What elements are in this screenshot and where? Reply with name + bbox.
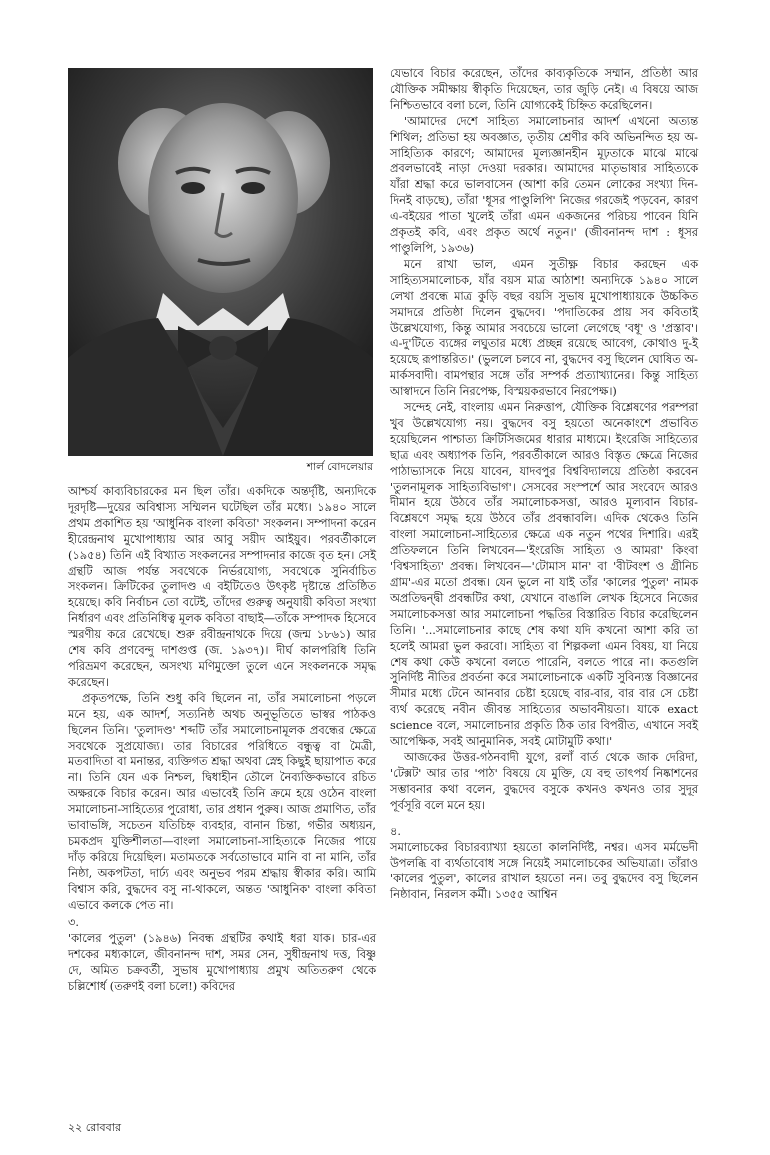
section-number: ৩. bbox=[68, 916, 79, 930]
left-column bbox=[68, 484, 376, 995]
paragraph: আশ্চর্য কাব্যবিচারকের মন ছিল তাঁর। একদিকে অন্তর্দৃষ্টি, অন্যদিকে দূরদৃষ্টি—দুয়ের অবিশ্বাস্য সম্মিলন ঘটেছিল তাঁর মধ্যে। ১৯৪০ সালে প্রথম প্রকাশিত হয় 'আধুনিক বাংলা কবিতা' সংকলন। সম্পাদনা করেন হীরেন্দ্রনাথ মুখোপাধ্যায় আর আবু সয়ীদ আইয়ুব। পরবর্তীকালে (১৯৫৪) তিনি এই বিখ্যাত সংকলনের সম্পাদনার কাজে বৃত হন। সেই গ্রন্থটি আজ পর্যন্ত সবথেকে নির্ভরযোগ্য, সবথেকে সুনির্বাচিত সংকলন। ক্রিটিকের তুলাদণ্ড এ বইটিতেও উৎকৃষ্ট দৃষ্টান্তে প্রতিষ্ঠিত হয়েছে। কবি নির্বাচন তো বটেই, তাঁদের গুরুত্ব অনুযায়ী কবিতা সংখ্যা নির্ধারণ এবং প্রতিনিধিত্ব মূলক কবিতা বাছাই—তাঁকে সম্পাদক হিসেবে স্মরণীয় করে রেখেছে। শুরু রবীন্দ্রনাথকে দিয়ে (জন্ম ১৮৬১) আর শেষ কবি প্রণবেন্দু দাশগুপ্ত (জ. ১৯৩৭)। দীর্ঘ কালপরিধি তিনি পরিভ্রমণ করেছেন, অসংখ্য মণিমুক্তো তুলে এনে সংকলনকে সমৃদ্ধ করেছেন। bbox=[68, 485, 376, 689]
photo-caption: শার্ল বোদলেয়ার bbox=[306, 461, 373, 473]
section-number: ৪. bbox=[390, 824, 401, 838]
paragraph: সমালোচকের বিচারব্যাখ্যা হয়তো কালনির্দিষ্ট, নশ্বর। এসব মর্মভেদী উপলব্ধি বা ব্যর্থতাবোধ সঙ্গে নিয়েই সমালোচকের অভিযাত্রা। তাঁরাও 'কালের পুতুল', কালের রাখাল হয়তো নন। তবু বুদ্ধদেব বসু ছিলেন নিষ্ঠাবান, নিরলস কর্মী। ১৩৫৫ আশ্বিন bbox=[390, 840, 698, 902]
paragraph: আজকের উত্তর-গঠনবাদী যুগে, রলাঁ বার্ত থেকে জাক দেরিদা, 'টেক্সট' আর তার 'পাঠ' বিষয়ে যে মুক্তি, যে বহু তাৎপর্য নিষ্কাশনের সম্ভাবনার কথা বলেন, বুদ্ধদেব বসুকে কখনও কখনও তার সুদূর পূর্বসূরি বলে মনে হয়। bbox=[390, 750, 698, 812]
paragraph: মনে রাখা ভাল, এমন সুতীক্ষ্ণ বিচার করছেন এক সাহিত্যসমালোচক, যাঁর বয়স মাত্র আঠাশ! অন্যদিকে ১৯৪০ সালে লেখা প্রবন্ধে মাত্র কুড়ি বছর বয়সি সুভাষ মুখোপাধ্যায়কে উচ্চকিত সমাদরে প্রতিষ্ঠা দিলেন বুদ্ধদেব। 'পদাতিকের প্রায় সব কবিতাই উল্লেখযোগ্য, কিন্তু আমার সবচেয়ে ভালো লেগেছে 'বধূ' ও 'প্রস্তাব'। এ-দু'টিতে ব্যঙ্গের লঘুতার মধ্যে প্রচ্ছন্ন রয়েছে আবেগ, কোথাও দু-ই হয়েছে রূপান্তরিত।' (ভুললে চলবে না, বুদ্ধদেব বসু ছিলেন ঘোষিত অ-মার্কসবাদী। বামপন্থার সঙ্গে তাঁর সম্পর্ক প্রত্যাখ্যানের। কিন্তু সাহিত্য আস্বাদনে তিনি নিরপেক্ষ, বিস্ময়করভাবে নিরপেক্ষ।) bbox=[390, 257, 698, 399]
page-footer: ২২ রোববার bbox=[68, 1121, 121, 1134]
paragraph: 'কালের পুতুল' (১৯৪৬) নিবন্ধ গ্রন্থটির কথাই ধরা যাক। চার-এর দশকের মধ্যকালে, জীবনানন্দ দাশ, সমর সেন, সুধীন্দ্রনাথ দত্ত, বিষ্ণু দে, অমিত চক্রবর্তী, সুভাষ মুখোপাধ্যায় প্রমুখ অতিতরুণ থেকে চল্লিশোর্ধ (তরুণই বলা চলে!) কবিদের bbox=[68, 932, 376, 994]
portrait-illustration bbox=[68, 68, 373, 456]
right-column bbox=[390, 66, 698, 903]
paragraph: প্রকৃতপক্ষে, তিনি শুধু কবি ছিলেন না, তাঁর সমালোচনা পড়লে মনে হয়, এক আদর্শ, সত্যনিষ্ঠ অথচ অনুভূতিতে ভাস্বর পাঠকও ছিলেন তিনি। 'তুলাদণ্ড' শব্দটি তাঁর সমালোচনামূলক প্রবন্ধের ক্ষেত্রে সবথেকে সুপ্রযোজ্য। তার বিচারের পরিধিতে বন্ধুত্ব বা মৈত্রী, মতবাদিতা বা মনান্তর, ব্যক্তিগত শ্রদ্ধা অথবা স্নেহ কিছুই ছায়াপাত করে না। তিনি যেন এক নিশ্চল, দ্বিধাহীন তৌলে নৈব্যক্তিকভাবে রচিত অক্ষরকে বিচার করেন। আর এভাবেই তিনি ক্রমে হয়ে ওঠেন বাংলা সমালোচনা-সাহিত্যের পুরোধা, তার প্রধান পুরুষ। আজ প্রমাণিত, তাঁর ভাবাভঙ্গি, সচেতন যতিচিহ্ন ব্যবহার, বানান চিন্তা, গভীর অধ্যয়ন, চমকপ্রদ যুক্তিশীলতা—বাংলা সমালোচনা-সাহিত্যকে নিজের পায়ে দাঁড় করিয়ে দিয়েছিল। মতামতকে সর্বতোভাবে মানি বা না মানি, তাঁর নিষ্ঠা, অকপটতা, দার্ঢ্য এবং অনুভব পরম শ্রদ্ধায় স্বীকার করি। আমি বিশ্বাস করি, বুদ্ধদেব বসু না-থাকলে, অন্তত 'আধুনিক' বাংলা কবিতা এভাবে কলকে পেত না। bbox=[68, 691, 376, 912]
quote-paragraph: 'আমাদের দেশে সাহিত্য সমালোচনার আদর্শ এখনো অত্যন্ত শিথিল; প্রতিভা হয় অবজ্ঞাত, তৃতীয় শ্রেণীর কবি অভিনন্দিত হয় অ-সাহিত্যিক কারণে; আমাদের মূল্যজ্ঞানহীন মূঢ়তাকে মাঝে মাঝে প্রবলভাবেই নাড়া দেওয়া দরকার। আমাদের মাতৃভাষার সাহিত্যকে যাঁরা শ্রদ্ধা করে ভালবাসেন (আশা করি তেমন লোকের সংখ্যা দিন-দিনই বাড়ছে), তাঁরা 'ধূসর পাণ্ডুলিপি' নিজের গরজেই পড়বেন, কারণ এ-বইয়ের পাতা খুলেই তাঁরা এমন একজনের পরিচয় পাবেন যিনি প্রকৃতই কবি, এবং প্রকৃত অর্থে নতুন।' (জীবনানন্দ দাশ : ধূসর পাণ্ডুলিপি, ১৯৩৬) bbox=[390, 114, 698, 255]
paragraph: যেভাবে বিচার করেছেন, তাঁদের কাব্যকৃতিকে সম্মান, প্রতিষ্ঠা আর যৌক্তিক সমীক্ষায় স্বীকৃতি দিয়েছেন, তার জুড়ি নেই। এ বিষয়ে আজ নিশ্চিতভাবে বলা চলে, তিনি যোগ্যকেই চিহ্নিত করেছিলেন। bbox=[390, 67, 698, 112]
paragraph: সন্দেহ নেই, বাংলায় এমন নিরুত্তাপ, যৌক্তিক বিশ্লেষণের পরম্পরা খুব উল্লেখযোগ্য নয়। বুদ্ধদেব বসু হয়তো অনেকাংশে প্রভাবিত হয়েছিলেন পাশ্চাত্য ক্রিটিসিজমের ধারার মাধ্যমে। ইংরেজি সাহিত্যের ছাত্র এবং অধ্যাপক তিনি, পরবর্তীকালে আরও বিস্তৃত ক্ষেত্রে নিজের পাঠাভ্যাসকে নিয়ে যাবেন, যাদবপুর বিশ্ববিদ্যালয়ে প্রতিষ্ঠা করবেন 'তুলনামূলক সাহিত্যবিভাগ'। সেসবের সংস্পর্শে আর সংবেদে আরও দীমান হয়ে উঠবে তাঁর সমালোচকসত্তা, আরও মূল্যবান বিচার-বিশ্লেষণে সমৃদ্ধ হয়ে উঠবে তাঁর প্রবন্ধাবলি। এদিক থেকেও তিনি বাংলা সমালোচনা-সাহিত্যের ক্ষেত্রে এক নতুন পথের দিশারি। এরই প্রতিফলনে তিনি লিখবেন—'ইংরেজি সাহিত্য ও আমরা' কিংবা 'বিশ্বসাহিত্য' প্রবন্ধ। লিখবেন—'টোমাস মান' বা 'বীটবংশ ও গ্রীনিচ গ্রাম'-এর মতো প্রবন্ধ। যেন ভুলে না যাই তাঁর 'কালের পুতুল' নামক অপ্রতিদ্বন্দ্বী প্রবন্ধটির কথা, যেখানে বাঙালি লেখক হিসেবে নিজের সমালোচকসত্তা আর সমালোচনা পদ্ধতির বিস্তারিত বিচার করেছিলেন তিনি। '...সমালোচনার কাছে শেষ কথা যদি কখনো আশা করি তা হলেই আমরা ভুল করবো। সাহিত্য বা শিল্পকলা এমন বিষয়, যা নিয়ে শেষ কথা কেউ কখনো বলতে পারেনি, বলতে পারে না। কতগুলি সুনির্দিষ্ট নীতির প্রবর্তনা করে সমালোচনাকে একটি সুবিন্যস্ত বিজ্ঞানের সীমার মধ্যে টেনে আনবার চেষ্টা হয়েছে বার-বার, বার বার সে চেষ্টা ব্যর্থ করেছে নবীন জীবন্ত সাহিত্যের অভাবনীয়তা। যাকে exact science বলে, সমালোচনার প্রকৃতি ঠিক তার বিপরীত, এখানে সবই আপেক্ষিক, সবই আনুমানিক, সবই মোটামুটি কথা।' bbox=[390, 401, 698, 749]
portrait-photo bbox=[68, 68, 373, 456]
